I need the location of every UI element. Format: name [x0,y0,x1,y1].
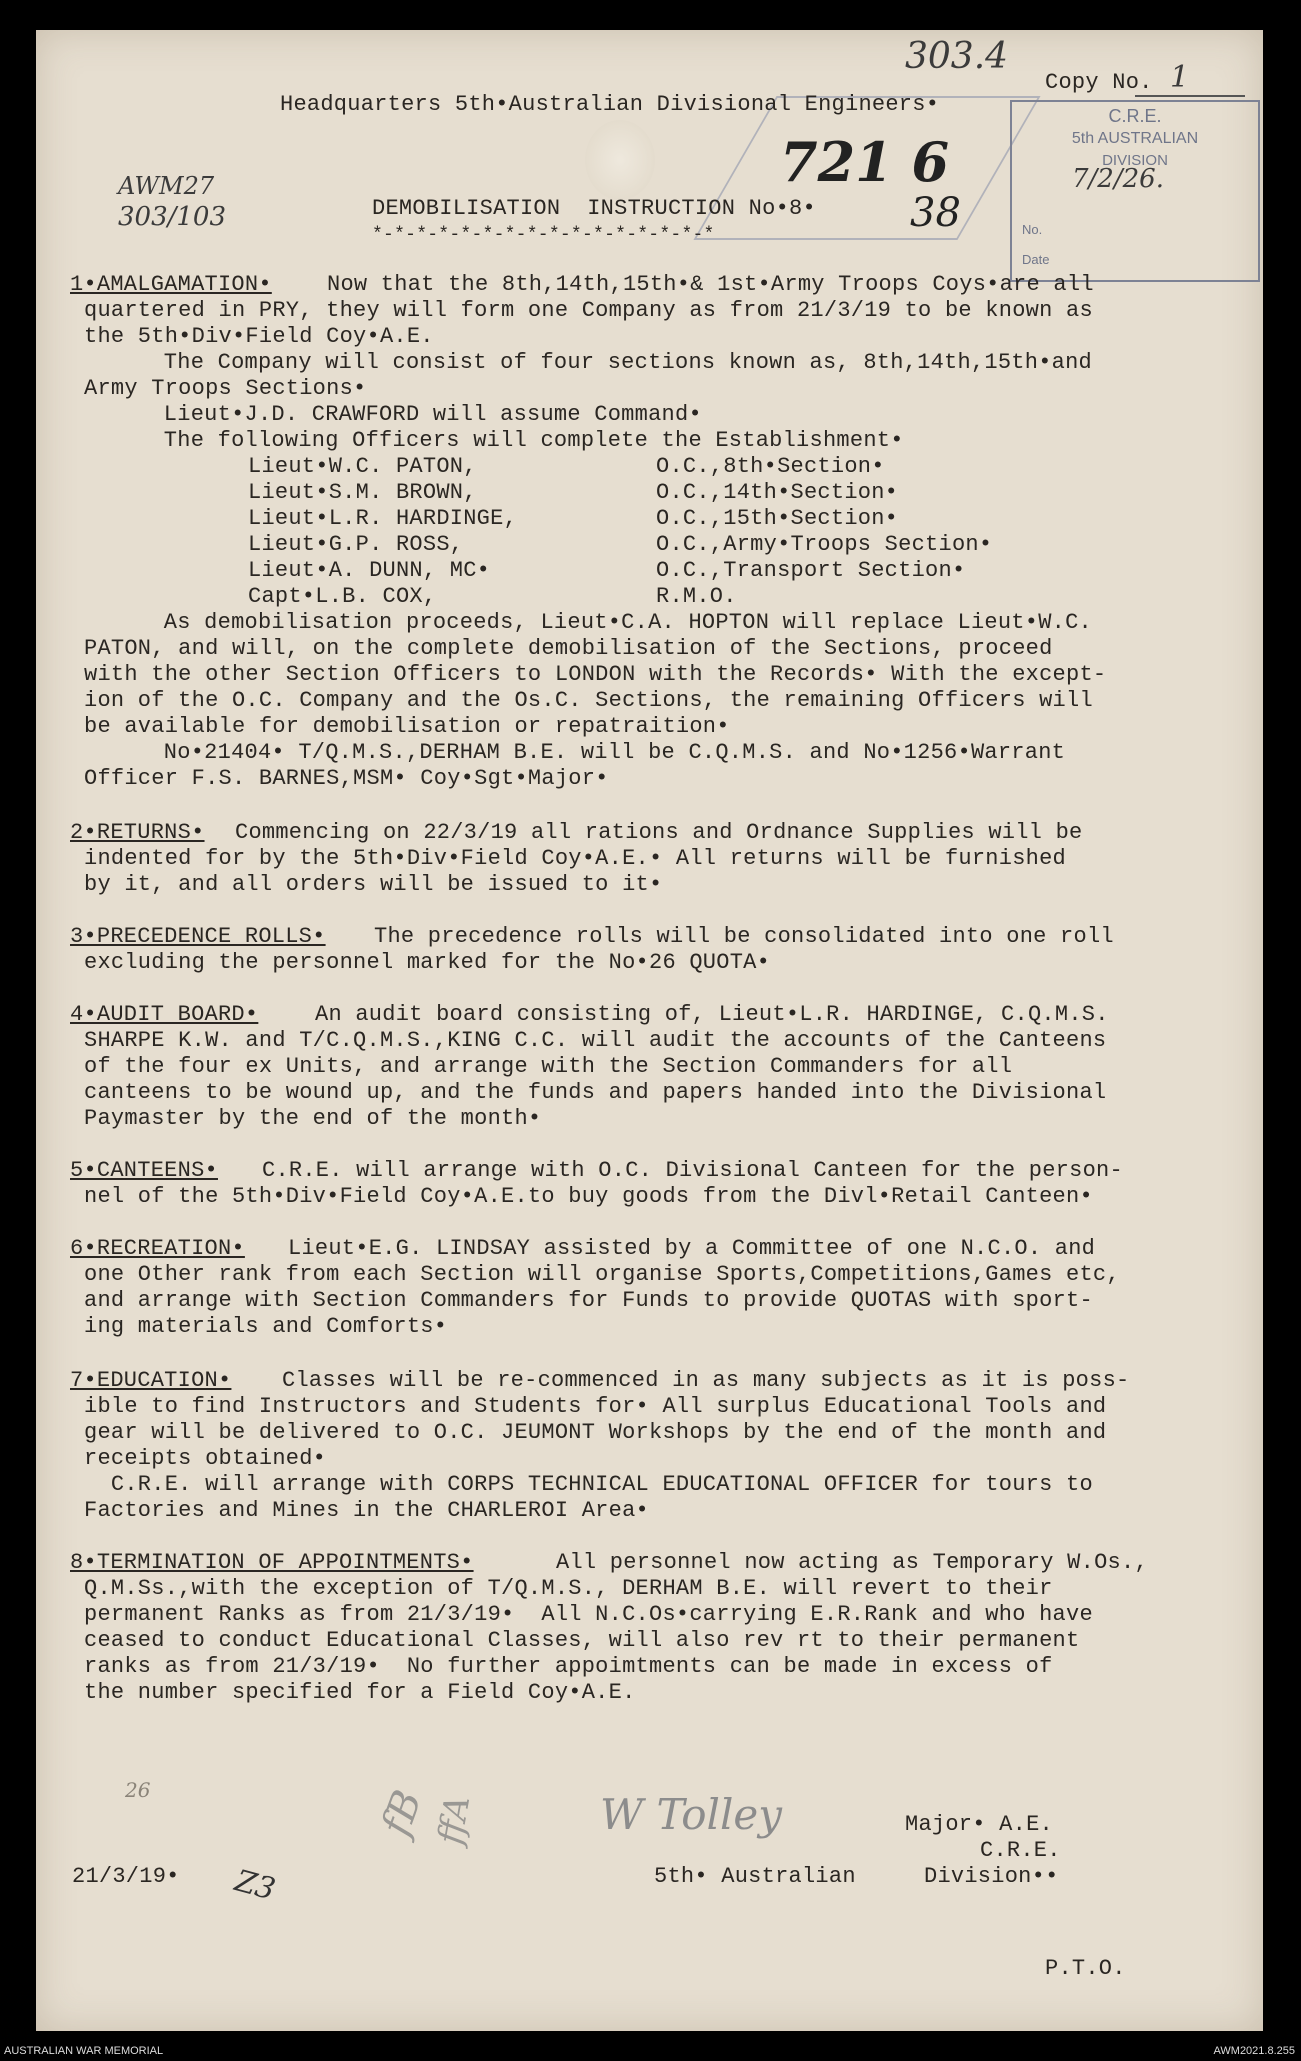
section-6-line: one Other rank from each Section will organise Sports,Competitions,Games etc, [84,1262,1120,1287]
section-7-line: gear will be delivered to O.C. JEUMONT Workshops by the end of the month and [84,1420,1107,1445]
signatory-division-b: Division•• [924,1864,1059,1889]
officer-role: O.C.,14th•Section• [656,480,899,505]
section-2-line: Commencing on 22/3/19 all rations and Ordnance Supplies will be [235,820,1083,845]
section-1-line: The Company will consist of four sections known as, 8th,14th,15th•and [110,350,1093,375]
signatory-rank: Major• A.E. [905,1812,1053,1837]
title-decoration: *-*-*-*-*-*-*-*-*-*-*-*-*-*-*-* [372,225,715,245]
section-8-line: permanent Ranks as from 21/3/19• All N.C.Os•carrying E.R.Rank and who have [84,1602,1093,1627]
stamp-line1: C.R.E. [1108,106,1162,126]
handwritten-reference-number: 303.4 [905,36,1009,77]
section-6-line: ing materials and Comforts• [84,1314,448,1339]
signature: W Tolley [600,1790,783,1839]
section-7-line: C.R.E. will arrange with CORPS TECHNICAL EDUCATIONAL OFFICER for tours to [84,1472,1093,1497]
section-1-line: Now that the 8th,14th,15th•& 1st•Army Troops Coys•are all [327,272,1094,297]
officer-role: O.C.,Transport Section• [656,558,966,583]
officer-role: O.C.,8th•Section• [656,454,885,479]
section-5-heading: 5•CANTEENS• [70,1158,218,1183]
stamp-line2: 5th AUSTRALIAN [1071,130,1199,147]
section-2-line: indented for by the 5th•Div•Field Coy•A.E.• All returns will be furnished [84,846,1067,871]
pencil-mark: 26 [125,1778,151,1802]
section-8-line: Q.M.Ss.,with the exception of T/Q.M.S., DERHAM B.E. will revert to their [84,1576,1053,1601]
officer-name: Lieut•W.C. PATON, [248,454,477,479]
section-5-line: nel of the 5th•Div•Field Coy•A.E.to buy goods from the Divl•Retail Canteen• [84,1184,1093,1209]
section-4-line: canteens to be wound up, and the funds and papers handed into the Divisional [84,1080,1107,1105]
section-1-line: be available for demobilisation or repatraition• [84,714,730,739]
section-8-line: ranks as from 21/3/19• No further appoimtments can be made in excess of [84,1654,1053,1679]
pto-note: P.T.O. [1045,1956,1126,1981]
section-1-line: PATON, and will, on the complete demobilisation of the Sections, proceed [84,636,1053,661]
section-3-heading: 3•PRECEDENCE ROLLS• [70,924,326,949]
section-6-line: and arrange with Section Commanders for Funds to provide QUOTAS with sport- [84,1288,1093,1313]
handwritten-initials: Z3 [231,1863,279,1908]
section-1-heading: 1•AMALGAMATION• [70,272,272,297]
section-4-line: of the four ex Units, and arrange with the Section Commanders for all [84,1054,1013,1079]
section-1-line: Army Troops Sections• [84,376,367,401]
copy-number-line [1135,95,1245,97]
section-8-heading: 8•TERMINATION OF APPOINTMENTS• [70,1550,474,1575]
signatory-division-a: 5th• Australian [654,1864,856,1889]
instruction-title: DEMOBILISATION INSTRUCTION No•8• [372,196,816,221]
document-header: Headquarters 5th•Australian Divisional Engineers• [280,92,940,117]
section-8-line: All personnel now acting as Temporary W.Os., [556,1550,1148,1575]
section-1-line: Lieut•J.D. CRAWFORD will assume Command• [110,402,702,427]
stamp-line3: DIVISION [1102,152,1168,169]
section-7-line: Factories and Mines in the CHARLEROI Area• [84,1498,649,1523]
section-4-line: An audit board consisting of, Lieut•L.R. HARDINGE, C.Q.M.S. [315,1002,1109,1027]
awm-reference-line2: 303/103 [118,202,227,232]
section-1-line: The following Officers will complete the Establishment• [110,428,904,453]
section-2-line: by it, and all orders will be issued to it• [84,872,663,897]
officer-role: O.C.,Army•Troops Section• [656,532,993,557]
section-1-line: quartered in PRY, they will form one Company as from 21/3/19 to be known as [84,298,1093,323]
section-3-line: excluding the personnel marked for the No•26 QUOTA• [84,950,771,975]
section-1-line: with the other Section Officers to LONDON with the Records• With the except- [84,662,1107,687]
section-6-heading: 6•RECREATION• [70,1236,245,1261]
handwritten-numbers: 721 6 [780,130,950,194]
section-4-line: SHARPE K.W. and T/C.Q.M.S.,KING C.C. will audit the accounts of the Canteens [84,1028,1107,1053]
stamp-date-label: Date [1022,252,1050,267]
copy-label: Copy No. [1045,70,1153,95]
section-8-line: ceased to conduct Educational Classes, will also rev rt to their permanent [84,1628,1080,1653]
section-8-line: the number specified for a Field Coy•A.E. [84,1680,636,1705]
section-6-line: Lieut•E.G. LINDSAY assisted by a Committee of one N.C.O. and [288,1236,1096,1261]
initials-mark-2: ffA [430,1792,479,1848]
handwritten-number-38: 38 [910,190,961,236]
awm-reference-line1: AWM27 [118,172,215,200]
copy-number: 1 [1170,60,1190,95]
stamp-no-label: No. [1022,222,1043,237]
footer-accession: AWM2021.8.255 [1213,2045,1295,2057]
section-7-heading: 7•EDUCATION• [70,1368,232,1393]
officer-role: R.M.O. [656,584,737,609]
stamp-date: 7/2/26. [1072,164,1164,194]
cre-received-stamp [1010,100,1260,282]
signatory-role: C.R.E. [980,1838,1061,1863]
section-4-line: Paymaster by the end of the month• [84,1106,542,1131]
section-7-line: Classes will be re-commenced in as many subjects as it is poss- [282,1368,1130,1393]
section-1-line: No•21404• T/Q.M.S.,DERHAM B.E. will be C.Q.M.S. and No•1256•Warrant [110,740,1066,765]
section-2-heading: 2•RETURNS• [70,820,205,845]
section-3-line: The precedence rolls will be consolidated into one roll [374,924,1114,949]
section-1-line: the 5th•Div•Field Coy•A.E. [84,324,434,349]
embossed-seal [585,120,655,200]
section-7-line: ible to find Instructors and Students for• All surplus Educational Tools and [84,1394,1107,1419]
section-4-heading: 4•AUDIT BOARD• [70,1002,259,1027]
officer-role: O.C.,15th•Section• [656,506,899,531]
section-5-line: C.R.E. will arrange with O.C. Divisional Canteen for the person- [262,1158,1123,1183]
section-1-line: Officer F.S. BARNES,MSM• Coy•Sgt•Major• [84,766,609,791]
officer-name: Lieut•G.P. ROSS, [248,532,464,557]
officer-name: Lieut•S.M. BROWN, [248,480,477,505]
section-1-line: ion of the O.C. Company and the Os.C. Sections, the remaining Officers will [84,688,1093,713]
section-1-line: As demobilisation proceeds, Lieut•C.A. HOPTON will replace Lieut•W.C. [110,610,1093,635]
document-date: 21/3/19• [72,1864,180,1889]
section-7-line: receipts obtained• [84,1446,327,1471]
officer-name: Lieut•A. DUNN, MC• [248,558,491,583]
footer-institution: AUSTRALIAN WAR MEMORIAL [4,2045,164,2057]
officer-name: Lieut•L.R. HARDINGE, [248,506,518,531]
officer-name: Capt•L.B. COX, [248,584,437,609]
initials-mark-1: fB [372,1784,432,1842]
